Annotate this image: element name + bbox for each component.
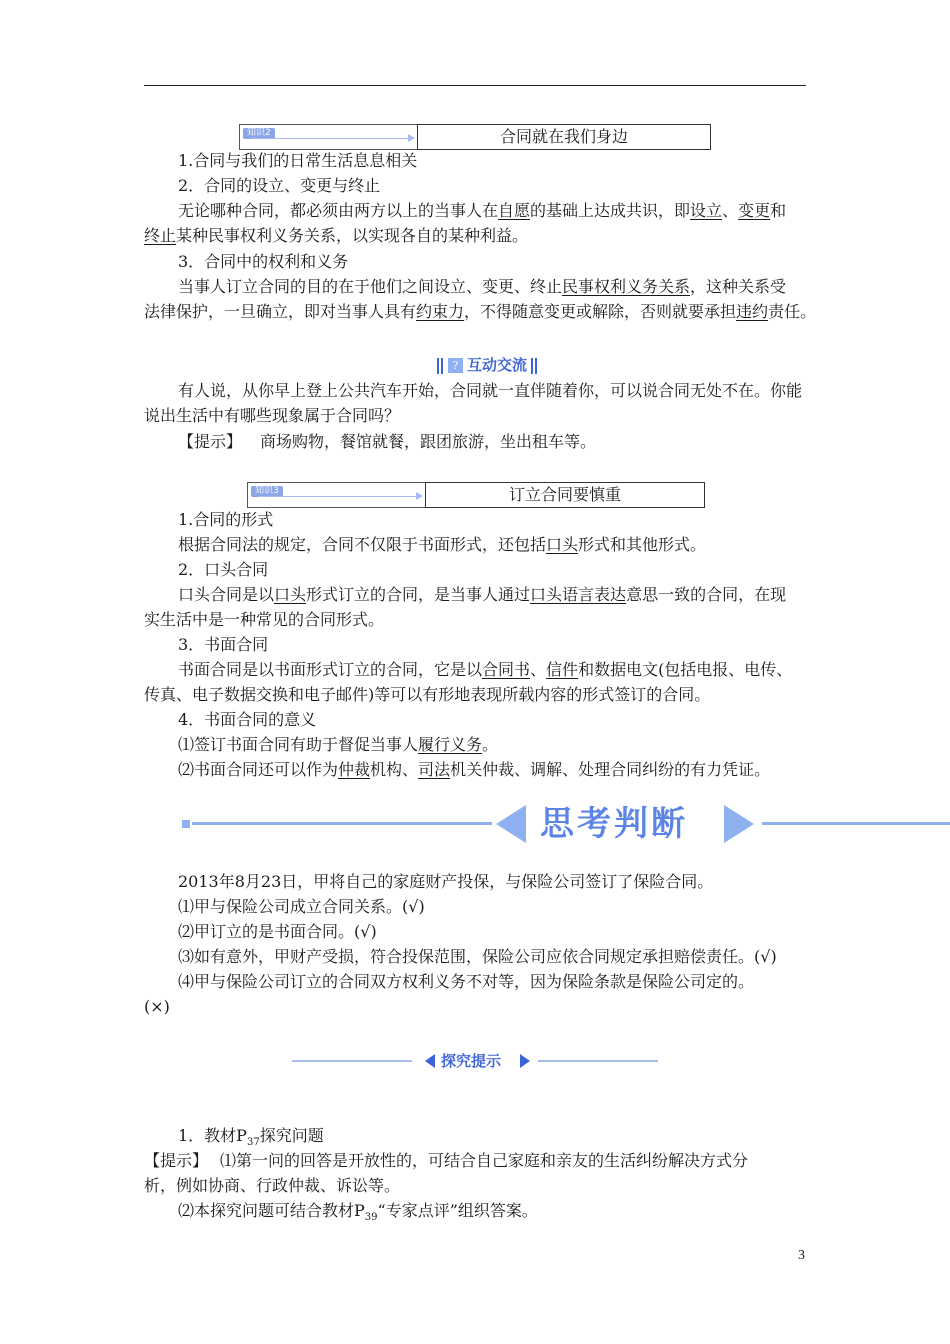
hint-line: 析，例如协商、行政仲裁、诉讼等。 bbox=[144, 1176, 401, 1195]
knowledge-tag bbox=[247, 482, 427, 508]
judge-item: ⑶如有意外，甲财产受损，符合投保范围，保险公司应依合同规定承担赔偿责任。(√) bbox=[178, 947, 777, 966]
banner-line-right bbox=[762, 822, 950, 825]
triangle-left-icon bbox=[425, 1054, 435, 1068]
section-title: 互动交流 bbox=[467, 356, 528, 374]
underlined-answer: 变更 bbox=[738, 201, 771, 220]
section-item: 1.合同与我们的日常生活息息相关 bbox=[178, 151, 418, 170]
underlined-answer: 口头 bbox=[546, 535, 579, 554]
knowledge-point-2-header bbox=[239, 124, 711, 150]
arrow-right-icon bbox=[416, 492, 423, 500]
paragraph-line: 传真、电子数据交换和电子邮件)等可以有形地表现所载内容的形式签订的合同。 bbox=[144, 685, 711, 704]
bar-icon bbox=[441, 358, 443, 374]
bar-icon bbox=[535, 358, 537, 374]
header-rule bbox=[144, 85, 806, 86]
banner-line-left bbox=[292, 1060, 412, 1062]
paragraph-line: 根据合同法的规定，合同不仅限于书面形式，还包括口头形式和其他形式。 bbox=[178, 535, 707, 554]
paragraph-line: 口头合同是以口头形式订立的合同，是当事人通过口头语言表达意思一致的合同，在现 bbox=[178, 585, 787, 604]
judge-item: ⑴甲与保险公司成立合同关系。(√) bbox=[178, 897, 425, 916]
interactive-exchange-heading bbox=[436, 354, 538, 376]
underlined-answer: 民事权利义务关系 bbox=[562, 277, 691, 296]
paragraph-line: 终止某种民事权利义务关系，以实现各自的某种利益。 bbox=[144, 226, 529, 245]
question-line: 有人说，从你早上登上公共汽车开始，合同就一直伴随着你，可以说合同无处不在。你能 bbox=[178, 381, 803, 400]
paragraph-line: 书面合同是以书面形式订立的合同，它是以合同书、信件和数据电文(包括电报、电传、 bbox=[178, 660, 793, 679]
section-item: 4．书面合同的意义 bbox=[178, 710, 317, 729]
triangle-right-icon bbox=[520, 1054, 530, 1068]
judge-item: ⑷甲与保险公司订立的合同双方权利义务不对等，因为保险条款是保险公司定的。 bbox=[178, 972, 755, 991]
knowledge-point-3-header bbox=[247, 482, 705, 508]
arrow-right-icon bbox=[408, 134, 415, 142]
think-judge-title: 思考判断 bbox=[540, 804, 688, 844]
section-item: 3．书面合同 bbox=[178, 635, 269, 654]
explore-item: 1．教材$P_{37}$探究问题 bbox=[178, 1126, 324, 1149]
hint-label: 【提示】 bbox=[144, 1151, 209, 1170]
arrow-line bbox=[250, 138, 410, 139]
bar-icon bbox=[437, 358, 439, 374]
underlined-answer: 终止 bbox=[144, 226, 177, 245]
hint-label: 【提示】 bbox=[178, 432, 243, 451]
arrow-line bbox=[258, 496, 418, 497]
knowledge-tag bbox=[239, 124, 419, 150]
hint-line: ⑵本探究问题可结合教材$P_{39}“$专家点评”组织答案。 bbox=[178, 1201, 538, 1224]
underlined-answer: 司法 bbox=[418, 760, 451, 779]
knowledge-title: 合同就在我们身边 bbox=[417, 124, 711, 150]
banner-line-left bbox=[192, 822, 492, 825]
triangle-left-icon bbox=[496, 805, 526, 843]
underlined-answer: 口头语言表达 bbox=[530, 585, 627, 604]
underlined-answer: 履行义务 bbox=[418, 735, 483, 754]
underlined-answer: 自愿 bbox=[498, 201, 531, 220]
paragraph-line: 当事人订立合同的目的在于他们之间设立、变更、终止民事权利义务关系，这种关系受 bbox=[178, 277, 787, 296]
section-item: 2．合同的设立、变更与终止 bbox=[178, 176, 381, 195]
tag-chip: 知识3 bbox=[251, 486, 283, 497]
paragraph-line: 无论哪种合同，都必须由两方以上的当事人在自愿的基础上达成共识，即设立、变更和 bbox=[178, 201, 787, 220]
judge-item: (×) bbox=[144, 997, 170, 1016]
underlined-answer: 约束力 bbox=[416, 302, 465, 321]
paragraph-line: ⑵书面合同还可以作为仲裁机构、司法机关仲裁、调解、处理合同纠纷的有力凭证。 bbox=[178, 760, 771, 779]
page-number: 3 bbox=[798, 1248, 805, 1263]
judge-intro: 2013年8月23日，甲将自己的家庭财产投保，与保险公司签订了保险合同。 bbox=[178, 872, 714, 891]
underlined-answer: 仲裁 bbox=[338, 760, 371, 779]
explore-hint-title: 探究提示 bbox=[441, 1052, 502, 1070]
section-item: 2．口头合同 bbox=[178, 560, 269, 579]
underlined-answer: 口头 bbox=[274, 585, 307, 604]
banner-line-right bbox=[538, 1060, 658, 1062]
triangle-right-icon bbox=[724, 805, 754, 843]
section-item: 3．合同中的权利和义务 bbox=[178, 252, 349, 271]
square-icon bbox=[182, 820, 190, 828]
paragraph-line: 实生活中是一种常见的合同形式。 bbox=[144, 610, 385, 629]
question-mark-icon: ? bbox=[448, 358, 463, 373]
hint-line: 【提示】 ⑴第一问的回答是开放性的，可结合自己家庭和亲友的生活纠纷解决方式分 bbox=[144, 1151, 749, 1170]
judge-item: ⑵甲订立的是书面合同。(√) bbox=[178, 922, 377, 941]
question-line: 说出生活中有哪些现象属于合同吗？ bbox=[144, 406, 401, 425]
underlined-answer: 违约 bbox=[736, 302, 769, 321]
hint-line: 【提示】 商场购物，餐馆就餐，跟团旅游，坐出租车等。 bbox=[178, 432, 597, 451]
paragraph-line: ⑴签订书面合同有助于督促当事人履行义务。 bbox=[178, 735, 499, 754]
section-item: 1.合同的形式 bbox=[178, 510, 274, 529]
tag-chip: 知识2 bbox=[243, 128, 275, 139]
underlined-answer: 信件 bbox=[546, 660, 579, 679]
underlined-answer: 合同书 bbox=[482, 660, 531, 679]
underlined-answer: 设立 bbox=[690, 201, 723, 220]
bar-icon bbox=[531, 358, 533, 374]
paragraph-line: 法律保护，一旦确立，即对当事人具有约束力，不得随意变更或解除，否则就要承担违约责任。 bbox=[144, 302, 817, 321]
knowledge-title: 订立合同要慎重 bbox=[425, 482, 705, 508]
